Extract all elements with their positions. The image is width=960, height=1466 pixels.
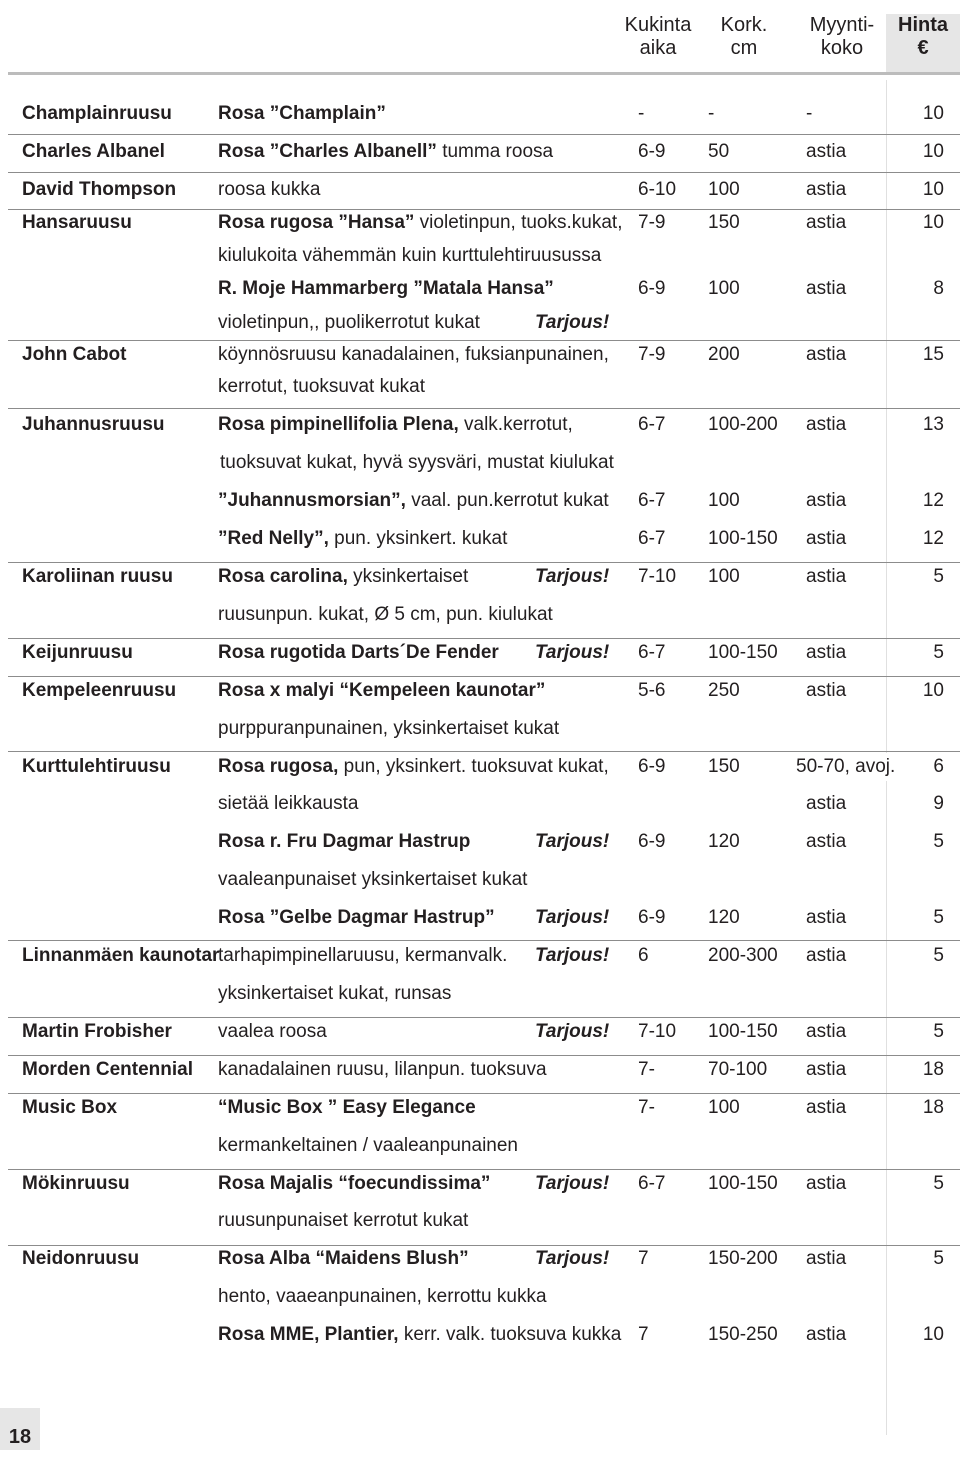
price: 9 xyxy=(933,793,944,814)
rose-name: Kurttulehtiruusu xyxy=(22,756,171,777)
row-separator xyxy=(8,134,960,135)
height-cm: 150 xyxy=(708,756,740,777)
rose-description xyxy=(218,411,573,439)
rose-variety: “Music Box ” Easy Elegance xyxy=(218,1097,476,1118)
header-price-line1: Hinta xyxy=(898,14,948,36)
rose-description xyxy=(218,904,495,932)
header-price-line2: € xyxy=(917,37,929,59)
rose-description xyxy=(218,715,559,743)
rose-description xyxy=(218,209,622,237)
header-height-line2: cm xyxy=(730,37,758,59)
rose-variety: Rosa MME, Plantier, xyxy=(218,1324,399,1345)
rose-name: David Thompson xyxy=(22,179,177,200)
height-cm: 100 xyxy=(708,1097,740,1118)
table-row xyxy=(0,942,960,972)
table-row xyxy=(0,242,960,272)
sale-size: astia xyxy=(806,528,847,549)
bloom-time: 7-9 xyxy=(638,344,666,365)
height-cm: - xyxy=(708,103,715,124)
rose-desc-text: roosa kukka xyxy=(218,179,321,200)
table-row xyxy=(0,138,960,168)
rose-description xyxy=(218,601,553,629)
price: 5 xyxy=(933,642,944,663)
rose-name: Morden Centennial xyxy=(22,1059,194,1080)
price: 18 xyxy=(922,1097,944,1118)
offer-badge: Tarjous! xyxy=(535,1173,610,1194)
table-row xyxy=(0,1056,960,1086)
table-row xyxy=(0,601,960,631)
rose-description xyxy=(218,753,609,781)
rose-name: Martin Frobisher xyxy=(22,1021,172,1042)
sale-size: astia xyxy=(806,680,847,701)
rose-description xyxy=(218,1170,490,1198)
table-row xyxy=(0,715,960,745)
table-row xyxy=(0,753,960,783)
sale-size: astia xyxy=(806,1248,847,1269)
sale-size: astia xyxy=(806,414,847,435)
rose-description xyxy=(218,341,609,369)
price: 10 xyxy=(922,141,944,162)
bloom-time: 7- xyxy=(638,1059,655,1080)
rose-description xyxy=(218,980,451,1008)
rose-name: Juhannusruusu xyxy=(22,414,165,435)
rose-desc-text: kerr. valk. tuoksuva kukka xyxy=(398,1324,622,1345)
rose-desc-text: violetinpun,, puolikerrotut kukat xyxy=(218,312,480,333)
rose-desc-text: köynnösruusu kanadalainen, fuksianpunainen, xyxy=(218,344,609,365)
table-row xyxy=(0,563,960,593)
bloom-time: 6-9 xyxy=(638,907,666,928)
rose-description xyxy=(218,525,507,553)
table-row xyxy=(0,449,960,479)
rose-variety: Rosa Alba “Maidens Blush” xyxy=(218,1248,469,1269)
rose-desc-text: kiulukoita vähemmän kuin kurttulehtiruusussa xyxy=(218,245,602,266)
height-cm: 100 xyxy=(708,278,740,299)
table-row xyxy=(0,790,960,820)
bloom-time: 7-10 xyxy=(638,566,677,587)
height-cm: 200-300 xyxy=(708,945,778,966)
table-row xyxy=(0,1170,960,1200)
table-row xyxy=(0,341,960,371)
table-row xyxy=(0,828,960,858)
bloom-time: 6-7 xyxy=(638,642,666,663)
rose-name: Music Box xyxy=(22,1097,118,1118)
page-number: 18 xyxy=(0,1408,40,1450)
offer-badge: Tarjous! xyxy=(535,945,610,966)
rose-variety: Rosa r. Fru Dagmar Hastrup xyxy=(218,831,471,852)
rose-description xyxy=(220,449,614,477)
height-cm: 70-100 xyxy=(708,1059,768,1080)
sale-size: astia xyxy=(806,1324,847,1345)
table-row xyxy=(0,904,960,934)
rose-variety: Rosa rugosa, xyxy=(218,756,339,777)
price: 6 xyxy=(933,756,944,777)
price: 12 xyxy=(922,528,944,549)
rose-description xyxy=(218,942,507,970)
rose-description xyxy=(218,790,358,818)
height-cm: 120 xyxy=(708,831,740,852)
header-height-line1: Kork. xyxy=(720,14,768,36)
price: 10 xyxy=(922,103,944,124)
sale-size: astia xyxy=(806,907,847,928)
price: 10 xyxy=(922,212,944,233)
row-separator xyxy=(8,751,960,752)
bloom-time: 5-6 xyxy=(638,680,666,701)
rose-description xyxy=(218,1207,468,1235)
offer-badge: Tarjous! xyxy=(535,907,610,928)
table-row xyxy=(0,1245,960,1275)
bloom-time: 6-9 xyxy=(638,831,666,852)
rose-description xyxy=(218,1245,469,1273)
bloom-time: 7- xyxy=(638,1097,655,1118)
height-cm: 200 xyxy=(708,344,740,365)
sale-size: astia xyxy=(806,278,847,299)
rose-desc-text: hento, vaaeanpunainen, kerrottu kukka xyxy=(218,1286,547,1307)
table-row xyxy=(0,411,960,441)
rose-desc-text: pun. yksinkert. kukat xyxy=(328,528,508,549)
rose-name: Keijunruusu xyxy=(22,642,133,663)
height-cm: 100-150 xyxy=(708,1173,778,1194)
rose-description xyxy=(218,275,554,303)
offer-badge: Tarjous! xyxy=(535,1021,610,1042)
rose-variety: Rosa rugosa ”Hansa” xyxy=(218,212,415,233)
bloom-time: 6-7 xyxy=(638,414,666,435)
sale-size: 50-70, avoj. xyxy=(796,753,892,781)
height-cm: 150-250 xyxy=(708,1324,778,1345)
price: 10 xyxy=(922,680,944,701)
sale-size: astia xyxy=(806,793,847,814)
table-row xyxy=(0,1321,960,1351)
sale-size: astia xyxy=(806,1173,847,1194)
bloom-time: 6-10 xyxy=(638,179,677,200)
sale-size: astia xyxy=(806,344,847,365)
rose-variety: R. Moje Hammarberg ”Matala Hansa” xyxy=(218,278,554,299)
rose-variety: Rosa ”Charles Albanell” xyxy=(218,141,437,162)
price: 12 xyxy=(922,490,944,511)
table-row xyxy=(0,1018,960,1048)
rose-variety: Rosa rugotida Darts´De Fender xyxy=(218,642,499,663)
price: 8 xyxy=(933,278,944,299)
bloom-time: 6-7 xyxy=(638,1173,666,1194)
height-cm: 100-150 xyxy=(708,528,778,549)
bloom-time: 6-7 xyxy=(638,490,666,511)
rose-desc-text: vaaleanpunaiset yksinkertaiset kukat xyxy=(218,869,528,890)
offer-badge: Tarjous! xyxy=(535,642,610,663)
rose-variety: ”Red Nelly”, xyxy=(218,528,329,549)
rose-description xyxy=(218,1094,476,1122)
rose-name: Mökinruusu xyxy=(22,1173,130,1194)
rose-name: Kempeleenruusu xyxy=(22,680,177,701)
rose-name: Charles Albanel xyxy=(22,141,165,162)
rose-desc-text: sietää leikkausta xyxy=(218,793,359,814)
table-row xyxy=(0,1207,960,1237)
bloom-time: - xyxy=(638,103,645,124)
rose-description xyxy=(218,487,609,515)
rose-description xyxy=(218,563,468,591)
rose-desc-text: violetinpun, tuoks.kukat, xyxy=(414,212,623,233)
rose-desc-text: vaal. pun.kerrotut kukat xyxy=(405,490,609,511)
price: 10 xyxy=(922,179,944,200)
rose-name: Champlainruusu xyxy=(22,103,172,124)
rose-desc-text: kerrotut, tuoksuvat kukat xyxy=(218,376,425,397)
rose-desc-text: yksinkertaiset xyxy=(347,566,469,587)
header-bloom-line2: aika xyxy=(639,37,677,59)
rose-description xyxy=(218,1321,621,1349)
price: 5 xyxy=(933,907,944,928)
height-cm: 100-200 xyxy=(708,414,778,435)
bloom-time: 7-10 xyxy=(638,1021,677,1042)
rose-name: Linnanmäen kaunotar xyxy=(22,945,220,966)
price: 5 xyxy=(933,945,944,966)
rose-description xyxy=(218,373,425,401)
price: 10 xyxy=(922,1324,944,1345)
table-row xyxy=(0,1132,960,1162)
sale-size: astia xyxy=(806,642,847,663)
sale-size: astia xyxy=(806,212,847,233)
table-row xyxy=(0,1094,960,1124)
bloom-time: 6 xyxy=(638,945,649,966)
table-row xyxy=(0,209,960,239)
sale-size: astia xyxy=(806,831,847,852)
sale-size: astia xyxy=(806,490,847,511)
price: 15 xyxy=(922,344,944,365)
rose-description xyxy=(218,1018,327,1046)
price: 13 xyxy=(922,414,944,435)
rose-desc-text: valk.kerrotut, xyxy=(458,414,573,435)
sale-size: astia xyxy=(806,1021,847,1042)
rose-description xyxy=(218,1132,518,1160)
height-cm: 50 xyxy=(708,141,730,162)
bloom-time: 6-7 xyxy=(638,528,666,549)
rose-name: Neidonruusu xyxy=(22,1248,140,1269)
table-row xyxy=(0,487,960,517)
bloom-time: 7-9 xyxy=(638,212,666,233)
rose-description xyxy=(218,639,499,667)
rose-description xyxy=(218,1283,547,1311)
table-row xyxy=(0,275,960,305)
bloom-time: 6-9 xyxy=(638,756,666,777)
table-row xyxy=(0,309,960,339)
rose-variety: Rosa ”Gelbe Dagmar Hastrup” xyxy=(218,907,495,928)
row-separator xyxy=(8,408,960,409)
rose-desc-text: vaalea roosa xyxy=(218,1021,327,1042)
rose-description xyxy=(218,1056,547,1084)
header-bloom-line1: Kukinta xyxy=(624,14,692,36)
rose-desc-text: yksinkertaiset kukat, runsas xyxy=(218,983,452,1004)
rose-desc-text: tarhapimpinellaruusu, kermanvalk. xyxy=(218,945,508,966)
rose-description xyxy=(218,138,553,166)
rose-description xyxy=(218,866,527,894)
rose-name: Karoliinan ruusu xyxy=(22,566,173,587)
rose-variety: Rosa Majalis “foecundissima” xyxy=(218,1173,491,1194)
height-cm: 250 xyxy=(708,680,740,701)
height-cm: 150-200 xyxy=(708,1248,778,1269)
rose-description xyxy=(218,100,386,128)
offer-badge: Tarjous! xyxy=(535,566,610,587)
table-row xyxy=(0,373,960,403)
table-row xyxy=(0,639,960,669)
rose-desc-text: kermankeltainen / vaaleanpunainen xyxy=(218,1135,518,1156)
table-row xyxy=(0,100,960,130)
offer-badge: Tarjous! xyxy=(535,1248,610,1269)
bloom-time: 6-9 xyxy=(638,278,666,299)
price: 5 xyxy=(933,1173,944,1194)
rose-desc-text: purppuranpunainen, yksinkertaiset kukat xyxy=(218,718,560,739)
rose-desc-text: kanadalainen ruusu, lilanpun. tuoksuva xyxy=(218,1059,547,1080)
sale-size: - xyxy=(806,103,813,124)
rose-desc-text: ruusunpunaiset kerrotut kukat xyxy=(218,1210,469,1231)
rose-description xyxy=(218,176,320,204)
table-row xyxy=(0,677,960,707)
rose-variety: ”Juhannusmorsian”, xyxy=(218,490,406,511)
height-cm: 100 xyxy=(708,490,740,511)
height-cm: 120 xyxy=(708,907,740,928)
height-cm: 150 xyxy=(708,212,740,233)
height-cm: 100-150 xyxy=(708,642,778,663)
rose-name: John Cabot xyxy=(22,344,127,365)
rose-description xyxy=(218,309,480,337)
table-row xyxy=(0,176,960,206)
sale-size: astia xyxy=(806,1097,847,1118)
rose-desc-text: pun, yksinkert. tuoksuvat kukat, xyxy=(338,756,609,777)
row-separator xyxy=(8,172,960,173)
table-row xyxy=(0,866,960,896)
price: 5 xyxy=(933,1248,944,1269)
rose-variety: Rosa x malyi “Kempeleen kaunotar” xyxy=(218,680,546,701)
rose-desc-text: ruusunpun. kukat, Ø 5 cm, pun. kiulukat xyxy=(218,604,553,625)
rose-name: Hansaruusu xyxy=(22,212,132,233)
table-row xyxy=(0,1283,960,1313)
bloom-time: 7 xyxy=(638,1324,649,1345)
height-cm: 100-150 xyxy=(708,1021,778,1042)
sale-size: astia xyxy=(806,141,847,162)
table-row xyxy=(0,525,960,555)
rose-description xyxy=(218,828,470,856)
rose-variety: Rosa ”Champlain” xyxy=(218,103,386,124)
height-cm: 100 xyxy=(708,179,740,200)
sale-size: astia xyxy=(806,945,847,966)
rose-desc-text: tumma roosa xyxy=(436,141,554,162)
bloom-time: 6-9 xyxy=(638,141,666,162)
rose-description xyxy=(218,242,601,270)
bloom-time: 7 xyxy=(638,1248,649,1269)
sale-size: astia xyxy=(806,1059,847,1080)
price: 5 xyxy=(933,566,944,587)
price: 18 xyxy=(922,1059,944,1080)
offer-badge: Tarjous! xyxy=(535,312,610,333)
price: 5 xyxy=(933,831,944,852)
header-size-line1: Myynti- xyxy=(809,14,875,36)
row-separator xyxy=(8,940,960,941)
rose-desc-text: tuoksuvat kukat, hyvä syysväri, mustat kiulukat xyxy=(220,452,614,473)
sale-size: astia xyxy=(806,179,847,200)
rose-variety: Rosa pimpinellifolia Plena, xyxy=(218,414,459,435)
rose-variety: Rosa carolina, xyxy=(218,566,348,587)
price: 5 xyxy=(933,1021,944,1042)
table-row xyxy=(0,980,960,1010)
header-size-line2: koko xyxy=(820,37,864,59)
sale-size: astia xyxy=(806,566,847,587)
rose-description xyxy=(218,677,545,705)
offer-badge: Tarjous! xyxy=(535,831,610,852)
height-cm: 100 xyxy=(708,566,740,587)
